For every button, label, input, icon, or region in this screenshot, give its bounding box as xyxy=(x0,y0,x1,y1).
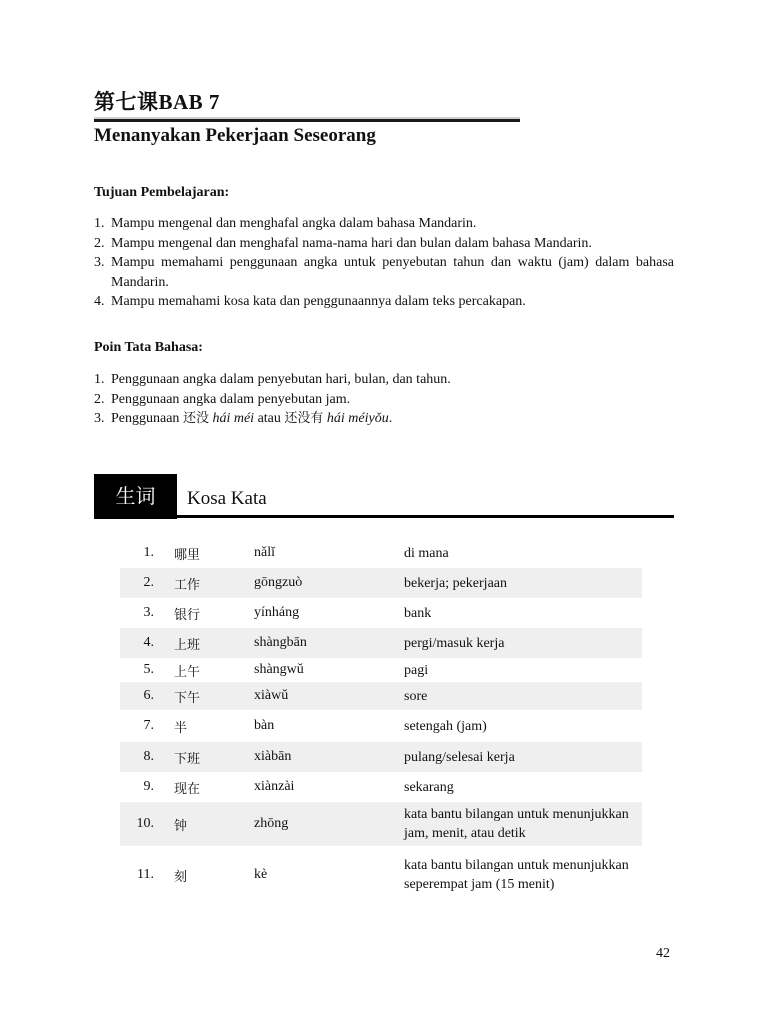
vocab-hanzi: 下午 xyxy=(174,690,201,706)
vocab-meaning: bekerja; pekerjaan xyxy=(404,575,507,591)
vocab-pinyin: nǎlǐ xyxy=(254,545,275,560)
vocab-number: 7. xyxy=(143,718,154,733)
item-text: Penggunaan angka dalam penyebutan jam. xyxy=(111,391,351,407)
vocab-number: 9. xyxy=(143,779,154,794)
item-text: Penggunaan angka dalam penyebutan hari, bulan, dan tahun. xyxy=(111,372,451,387)
item-text: Mampu memahami kosa kata dan penggunaannya dalam teks percakapan. xyxy=(111,294,526,309)
vocab-pinyin: xiàwǔ xyxy=(254,688,289,703)
list-item xyxy=(94,370,674,390)
vocab-number: 1. xyxy=(143,545,154,560)
vocabulary-table xyxy=(120,538,642,904)
chapter-title: 第七课BAB 7 xyxy=(94,90,220,114)
list-item xyxy=(94,409,674,429)
item-text: Mampu mengenal dan menghafal nama-nama hari dan bulan dalam bahasa Mandarin. xyxy=(111,235,592,251)
vocab-pinyin: xiànzài xyxy=(254,779,295,794)
vocab-pinyin: bàn xyxy=(254,718,275,733)
item-text-middle: atau xyxy=(254,411,285,426)
list-item xyxy=(94,214,674,234)
vocab-meaning: kata bantu bilangan untuk menunjukkan seperempat jam (15 menit) xyxy=(404,858,629,892)
table-row xyxy=(120,568,642,598)
vocabulary-badge: 生词 xyxy=(94,474,177,519)
objectives-heading: Tujuan Pembelajaran: xyxy=(94,185,230,200)
table-row xyxy=(120,598,642,628)
vocab-meaning: sekarang xyxy=(404,779,454,795)
list-item xyxy=(94,390,674,410)
item-number: 1. xyxy=(94,372,105,387)
table-row xyxy=(120,682,642,710)
table-row xyxy=(120,846,642,904)
vocab-pinyin: xiàbān xyxy=(254,749,292,764)
vocab-number: 8. xyxy=(143,749,154,764)
vocab-meaning: sore xyxy=(404,688,428,704)
vocab-meaning: setengah (jam) xyxy=(404,718,487,734)
vocab-hanzi: 现在 xyxy=(174,781,201,797)
item-text-prefix: Penggunaan xyxy=(111,411,183,426)
vocab-number: 11. xyxy=(137,867,154,882)
vocab-hanzi: 下班 xyxy=(174,751,201,767)
vocab-number: 10. xyxy=(136,816,154,831)
vocab-pinyin: shàngwǔ xyxy=(254,662,304,677)
vocab-pinyin: zhōng xyxy=(254,816,289,831)
hanzi-term: 还没有 xyxy=(284,411,324,426)
vocab-hanzi: 刻 xyxy=(174,869,188,885)
vocab-pinyin: kè xyxy=(254,867,268,882)
item-number: 2. xyxy=(94,391,105,407)
vocab-meaning: pagi xyxy=(404,662,429,678)
vocabulary-title: Kosa Kata xyxy=(187,488,267,509)
pinyin-term: hái méiyǒu xyxy=(326,411,389,426)
vocab-meaning: pulang/selesai kerja xyxy=(404,749,515,765)
list-item xyxy=(94,253,674,292)
item-text xyxy=(111,409,674,429)
objectives-list xyxy=(94,214,674,312)
vocab-number: 4. xyxy=(143,635,154,650)
vocab-meaning: pergi/masuk kerja xyxy=(404,635,505,651)
table-row xyxy=(120,710,642,742)
vocab-hanzi: 上午 xyxy=(174,664,201,680)
table-row xyxy=(120,742,642,772)
vocab-number: 6. xyxy=(143,688,154,703)
lesson-subtitle: Menanyakan Pekerjaan Seseorang xyxy=(94,125,376,146)
vocab-number: 5. xyxy=(143,662,154,677)
pinyin-term: hái méi xyxy=(212,411,255,426)
title-rule xyxy=(94,117,520,122)
vocab-hanzi: 上班 xyxy=(174,637,201,653)
list-item xyxy=(94,292,674,312)
table-row xyxy=(120,658,642,682)
item-text-suffix: . xyxy=(388,411,393,426)
item-text: Mampu memahami penggunaan angka untuk penyebutan tahun dan waktu (jam) dalam bahasa Mandarin. xyxy=(111,255,674,290)
grammar-heading: Poin Tata Bahasa: xyxy=(94,340,203,355)
vocab-hanzi: 哪里 xyxy=(174,547,201,563)
item-number: 1. xyxy=(94,216,105,231)
vocab-hanzi: 钟 xyxy=(174,818,188,834)
item-number: 4. xyxy=(94,294,105,309)
hanzi-term: 还没 xyxy=(182,411,209,426)
vocab-meaning: bank xyxy=(404,605,432,621)
item-number: 3. xyxy=(94,411,105,426)
vocab-meaning: di mana xyxy=(404,545,449,561)
item-number: 3. xyxy=(94,255,105,270)
vocab-hanzi: 工作 xyxy=(174,577,201,593)
item-number: 2. xyxy=(94,235,105,251)
vocab-pinyin: shàngbān xyxy=(254,635,307,650)
item-text: Mampu mengenal dan menghafal angka dalam bahasa Mandarin. xyxy=(111,216,477,231)
table-row xyxy=(120,802,642,846)
vocab-number: 2. xyxy=(143,575,154,590)
vocab-pinyin: gōngzuò xyxy=(254,575,303,590)
vocab-hanzi: 银行 xyxy=(174,607,201,623)
list-item xyxy=(94,234,674,254)
page-number: 42 xyxy=(656,946,670,961)
vocab-meaning: kata bantu bilangan untuk menunjukkan jam, menit, atau detik xyxy=(404,807,629,841)
section-rule xyxy=(177,515,674,518)
table-row xyxy=(120,628,642,658)
table-row xyxy=(120,538,642,568)
vocab-hanzi: 半 xyxy=(174,720,188,736)
grammar-list xyxy=(94,370,674,429)
vocabulary-section-header xyxy=(94,474,674,519)
vocab-pinyin: yínháng xyxy=(254,605,300,620)
vocab-number: 3. xyxy=(143,605,154,620)
table-row xyxy=(120,772,642,802)
